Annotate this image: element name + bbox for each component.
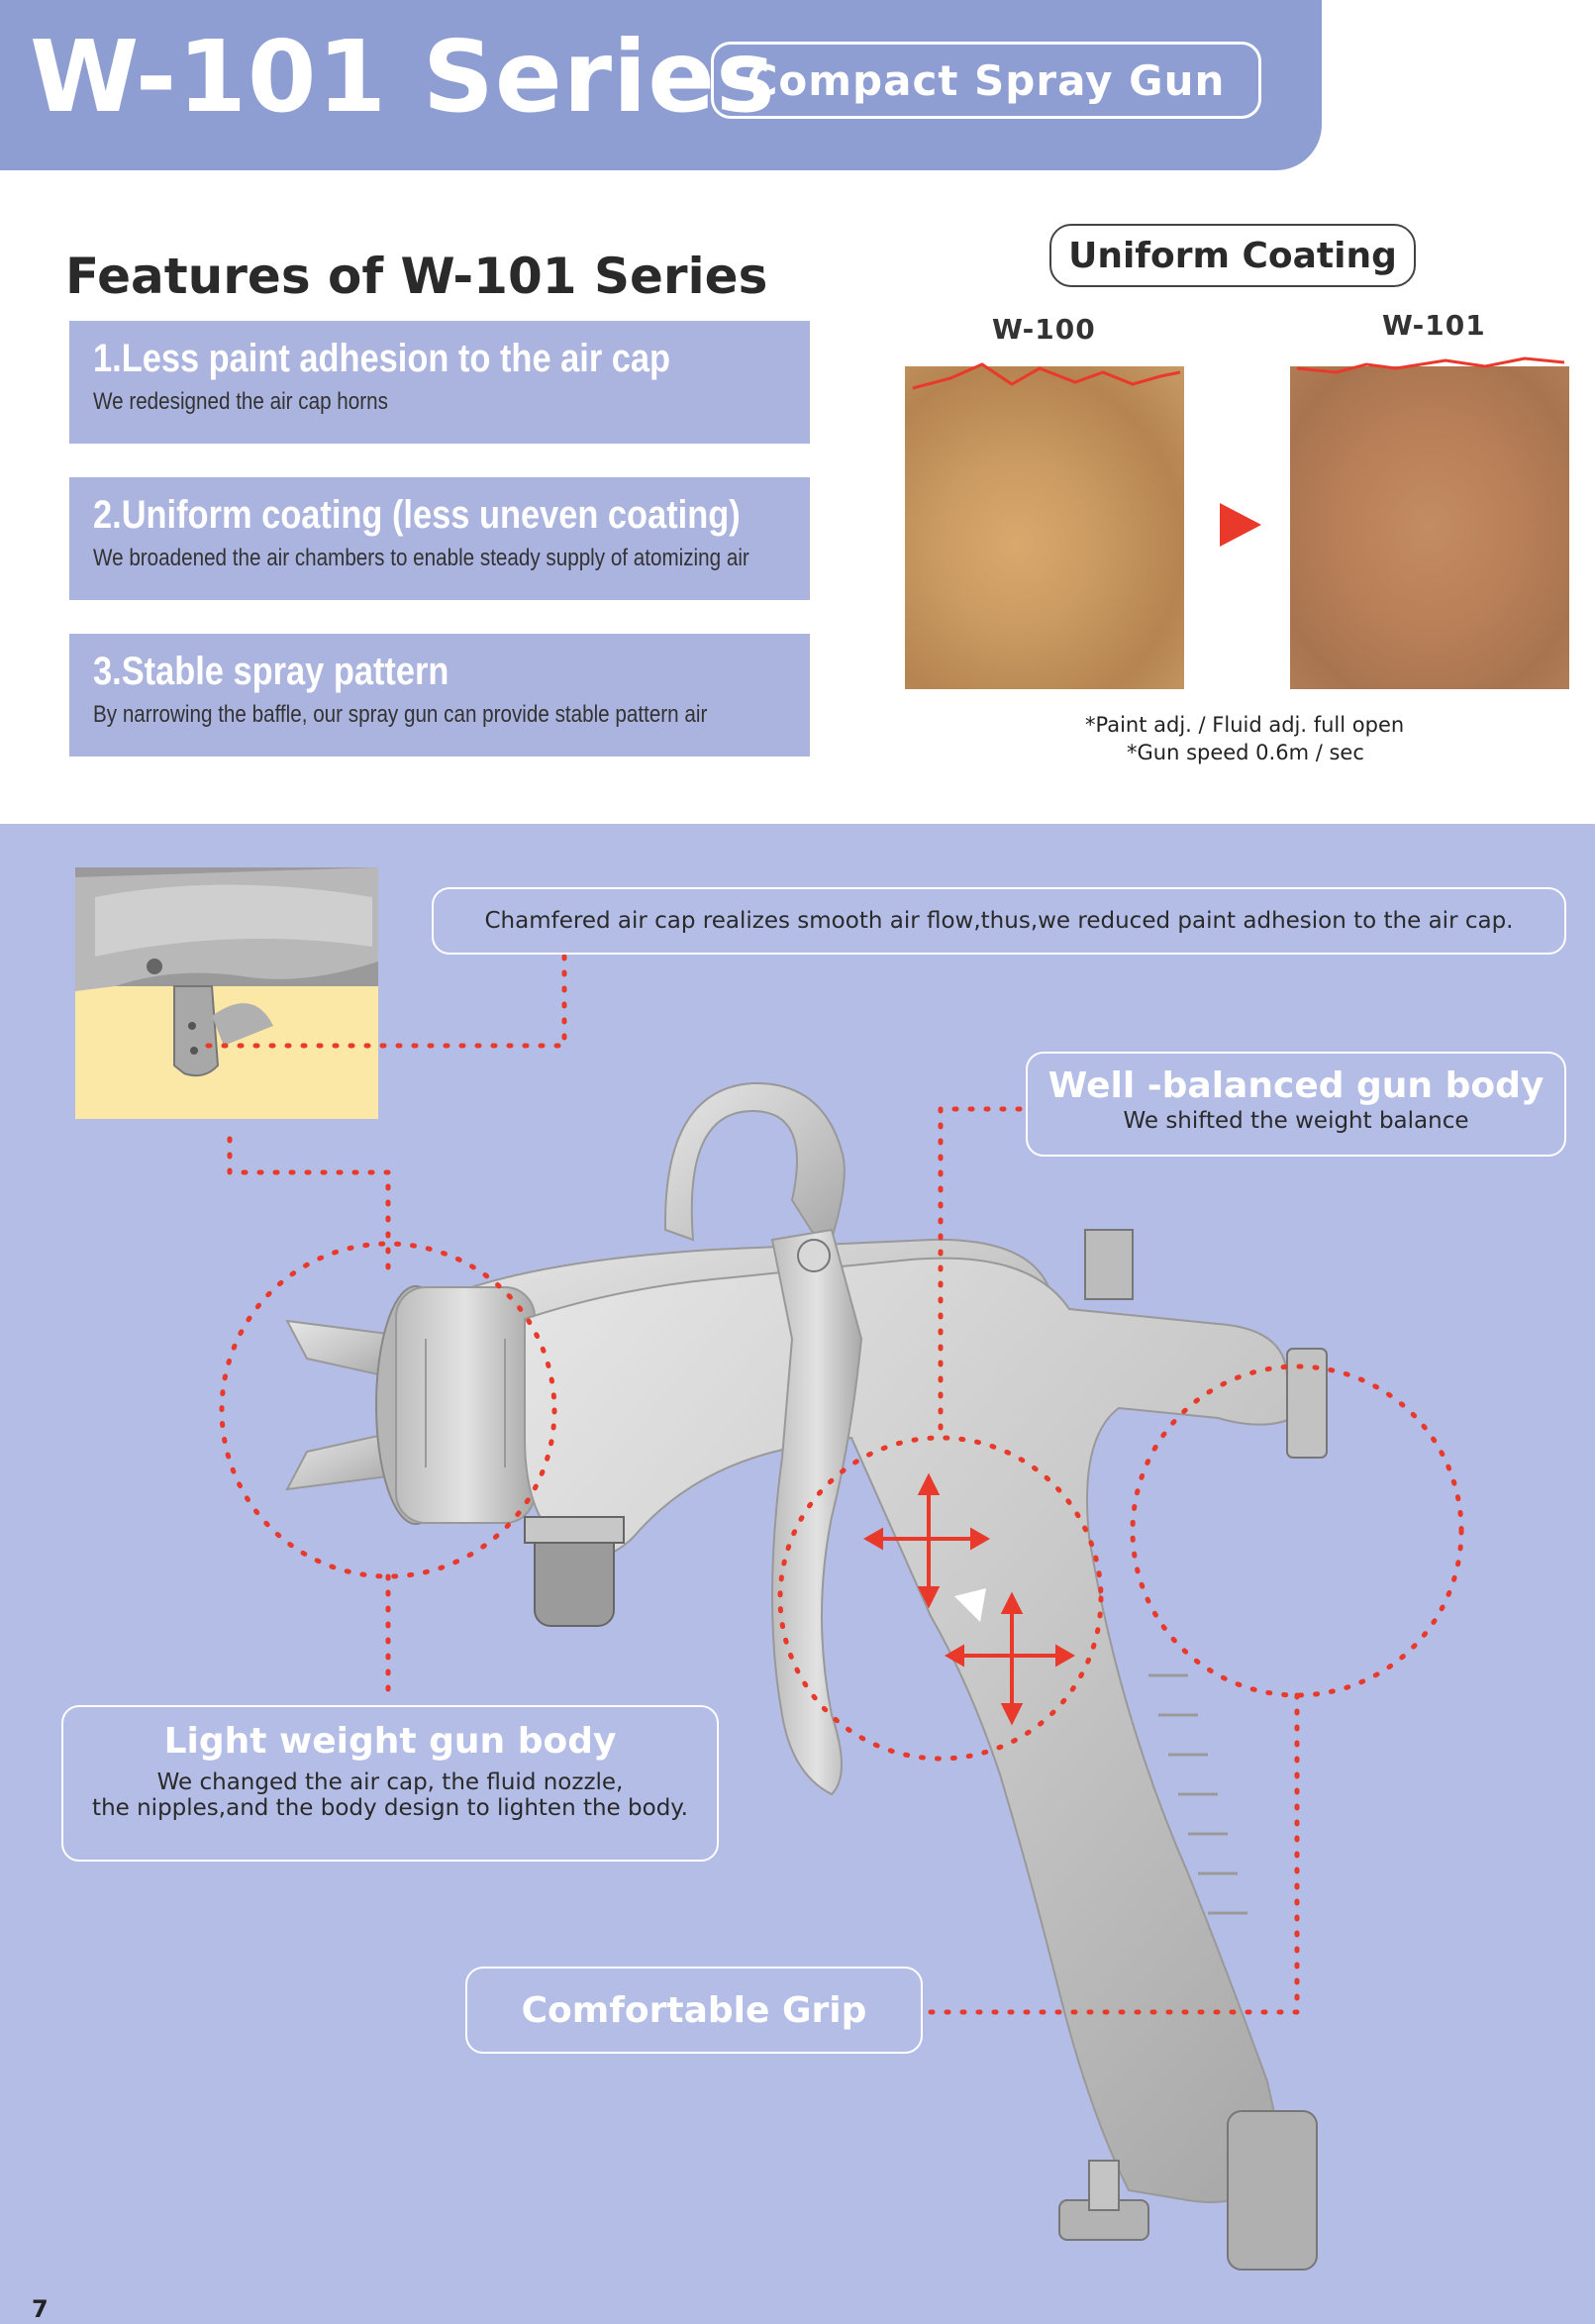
w101-label: W-101 <box>1382 309 1486 342</box>
feature-title: 1.Less paint adhesion to the air cap <box>93 337 671 380</box>
balance-callout-title: Well -balanced gun body <box>1047 1065 1545 1106</box>
feature-title: 3.Stable spray pattern <box>93 650 449 693</box>
light-weight-callout-line-1: We changed the air cap, the fluid nozzle, <box>156 1769 624 1795</box>
shift-indicator-icon <box>954 1588 986 1622</box>
light-weight-callout-line-2: the nipples,and the body design to lighten the body. <box>92 1795 688 1821</box>
w100-label: W-100 <box>992 313 1096 346</box>
air-cap-callout <box>432 887 1566 955</box>
light-weight-callout-title: Light weight gun body <box>163 1721 617 1762</box>
grip-callout-title: Comfortable Grip <box>521 1989 867 2031</box>
w100-edge-line <box>913 364 1180 388</box>
w101-edge-line <box>1297 358 1564 372</box>
subtitle-badge: Compact Spray Gun <box>711 42 1261 119</box>
feature-item-2 <box>69 477 810 600</box>
feature-item-3 <box>69 634 810 757</box>
test-note-2: *Gun speed 0.6m / sec <box>1127 741 1364 764</box>
feature-description: We broadened the air chambers to enable steady supply of atomizing air <box>93 545 749 571</box>
balance-callout <box>1026 1052 1566 1157</box>
light-weight-callout <box>61 1705 719 1862</box>
uniform-coating-title: Uniform Coating <box>1049 224 1416 287</box>
test-note-1: *Paint adj. / Fluid adj. full open <box>1085 713 1405 737</box>
coating-overlay <box>891 347 1584 703</box>
feature-description: We redesigned the air cap horns <box>93 388 388 415</box>
feature-description: By narrowing the baffle, our spray gun can provide stable pattern air <box>93 701 708 728</box>
features-heading: Features of W-101 Series <box>65 248 768 305</box>
arrow-right-icon <box>1220 503 1261 547</box>
callout-lines <box>0 824 1595 2324</box>
balance-callout-text: We shifted the weight balance <box>1123 1108 1469 1134</box>
series-title: W-101 Series <box>30 19 776 135</box>
feature-title: 2.Uniform coating (less uneven coating) <box>93 493 741 537</box>
page-number: 7 <box>32 2295 49 2323</box>
feature-item-1 <box>69 321 810 444</box>
grip-callout <box>465 1967 923 2054</box>
air-cap-callout-text: Chamfered air cap realizes smooth air flow,thus,we reduced paint adhesion to the air cap. <box>484 908 1514 934</box>
